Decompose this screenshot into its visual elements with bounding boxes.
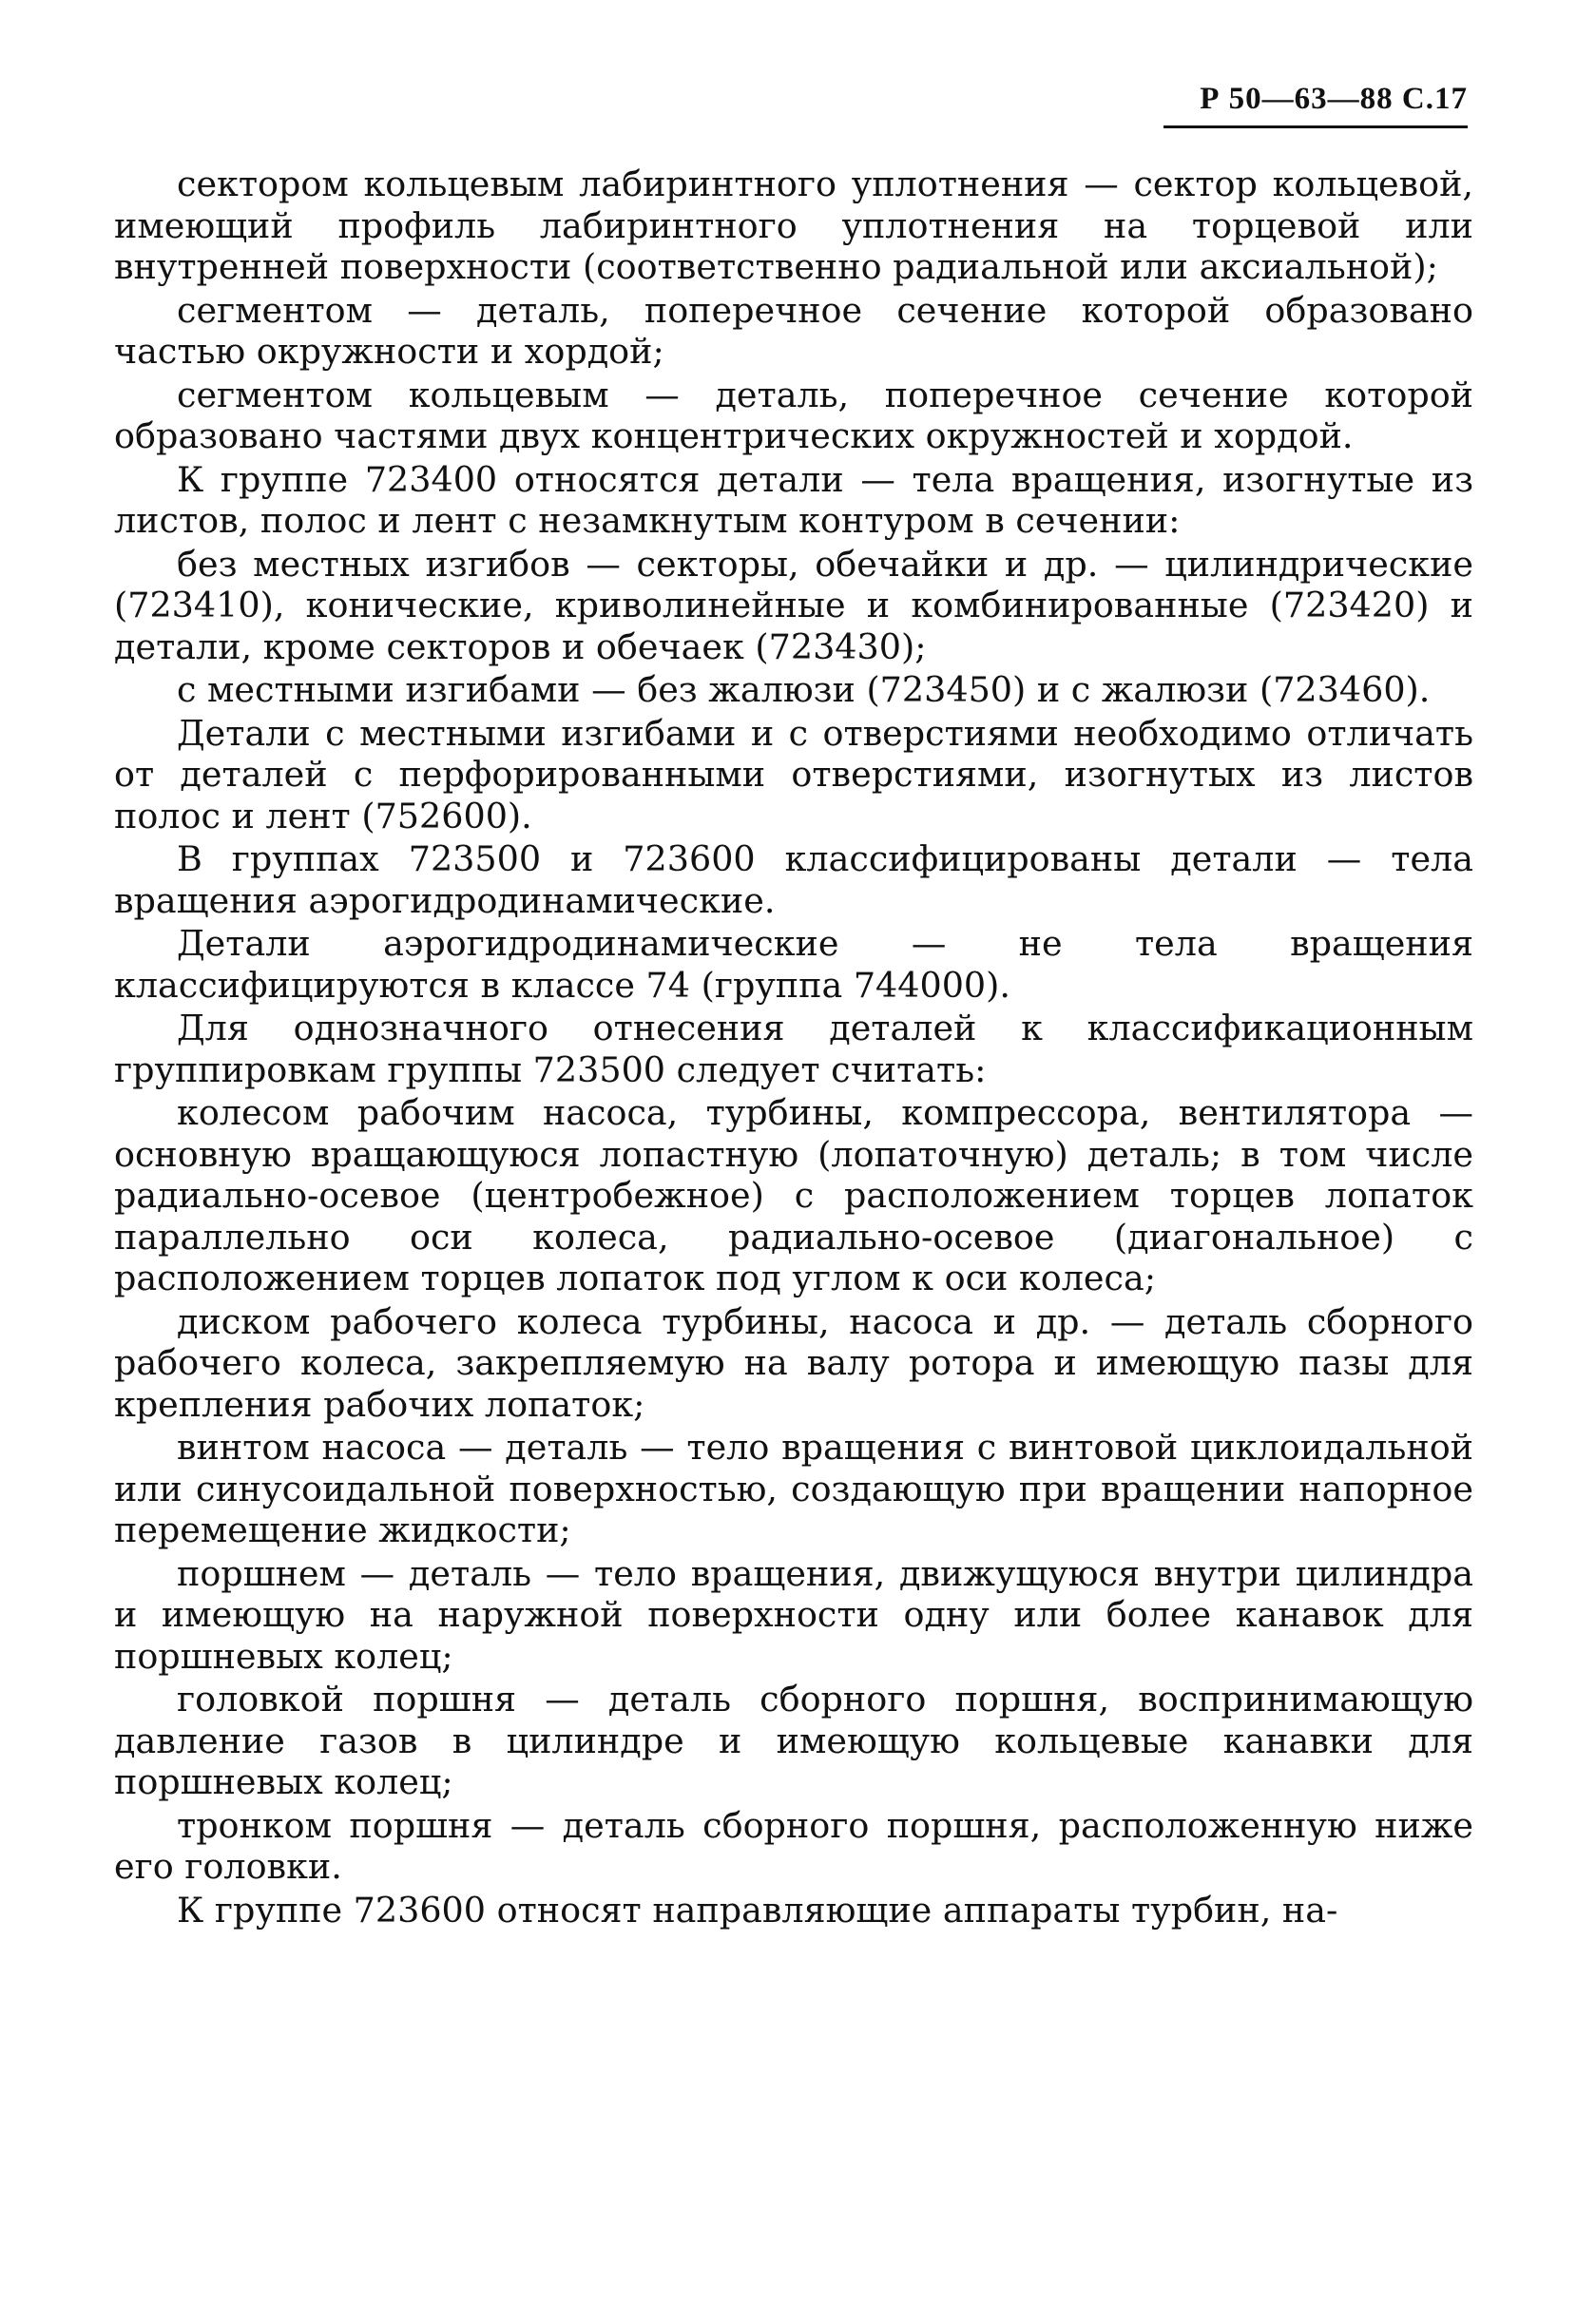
paragraph-class-74: Детали аэрогидродинамические — не тела вращения классифицируются в классе 74 (группа 744000). <box>114 923 1473 1006</box>
paragraph-piston-trunk: тронком поршня — деталь сборного поршня, расположенную ниже его головки. <box>114 1804 1473 1887</box>
paragraph-perforated: Детали с местными изгибами и с отверстиями необходимо отличать от деталей с перфорированными отверстиями, изогнутых из листов полос и лент (752600). <box>114 712 1473 836</box>
paragraph-piston: поршнем — деталь — тело вращения, движущуюся внутри цилиндра и имеющую на наружной поверхности одну или более канавок для поршневых колец; <box>114 1552 1473 1677</box>
document-body <box>114 163 1473 1932</box>
paragraph-impeller: колесом рабочим насоса, турбины, компрессора, вентилятора — основную вращающуюся лопастную (лопаточную) деталь; в том числе радиально-осевое (центробежное) с расположением торцев лопаток параллельно оси колеса, радиально-осевое (диагональное) с расположением торцев лопаток под углом к оси колеса; <box>114 1092 1473 1298</box>
paragraph-piston-head: головкой поршня — деталь сборного поршня, воспринимающую давление газов в цилиндре и имеющую кольцевые канавки для поршневых колец; <box>114 1679 1473 1802</box>
paragraph-sector-labyrinth: сектором кольцевым лабиринтного уплотнения — сектор кольцевой, имеющий профиль лабиринтного уплотнения на торцевой или внутренней поверхности (соответственно радиальной или аксиальной); <box>114 163 1473 287</box>
header-rule <box>1163 125 1468 128</box>
page-header <box>1163 80 1468 137</box>
paragraph-segment-ring: сегментом кольцевым — деталь, поперечное сечение которой образовано частями двух концентрических окружностей и хордой. <box>114 374 1473 456</box>
paragraph-groups-723500-723600: В группах 723500 и 723600 классифицированы детали — тела вращения аэрогидродинамические. <box>114 838 1473 921</box>
paragraph-without-bends: без местных изгибов — секторы, обечайки и др. — цилиндрические (723410), конические, криволинейные и комбинированные (723420) и детали, кроме секторов и обечаек (723430); <box>114 543 1473 667</box>
paragraph-group-723600: К группе 723600 относят направляющие аппараты турбин, на- <box>177 1889 1338 1931</box>
document-code: Р 50—63—88 С.17 <box>1200 82 1468 116</box>
paragraph-group-723400: К группе 723400 относятся детали — тела вращения, изогнутые из листов, полос и лент с незамкнутым контуром в сечении: <box>114 458 1473 541</box>
paragraph-screw: винтом насоса — деталь — тело вращения с винтовой циклоидальной или синусоидальной поверхностью, создающую при вращении напорное перемещение жидкости; <box>114 1427 1473 1550</box>
paragraph-segment: сегментом — деталь, поперечное сечение которой образовано частью окружности и хордой; <box>114 289 1473 372</box>
paragraph-disk: диском рабочего колеса турбины, насоса и др. — деталь сборного рабочего колеса, закрепляемую на валу ротора и имеющую пазы для крепления рабочих лопаток; <box>114 1300 1473 1425</box>
paragraph-classification-intro: Для однозначного отнесения деталей к классификационным группировкам группы 723500 следует считать: <box>114 1008 1473 1090</box>
paragraph-with-bends: с местными изгибами — без жалюзи (723450) и с жалюзи (723460). <box>177 669 1431 710</box>
